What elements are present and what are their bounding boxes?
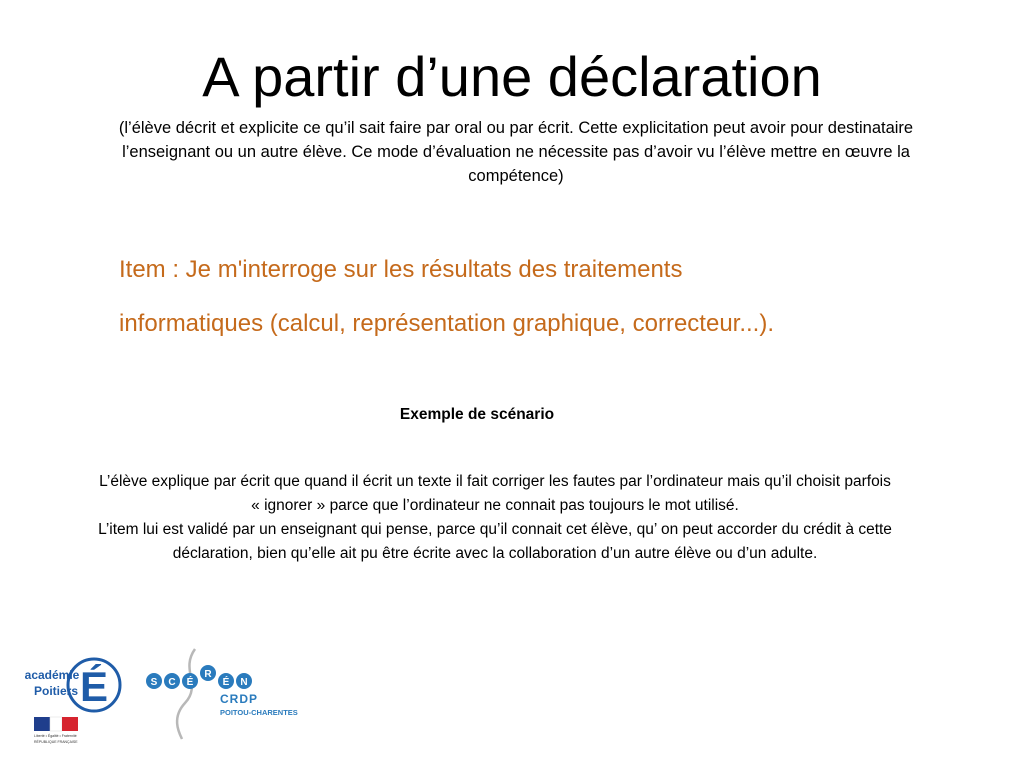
scerem-letter: R bbox=[204, 669, 212, 680]
scerem-swoosh bbox=[177, 649, 195, 739]
scerem-crdp: CRDP bbox=[220, 692, 259, 706]
scenario-paragraph-2: L’item lui est validé par un enseignant qui pense, parce qu’il connait cet élève, qu’ on peut accorder du crédit à cette déclaration, bien qu’elle ait pu être écrite avec la collaboration d’un autre élève ou d’un adulte. bbox=[98, 521, 892, 562]
scenario-title: Exemple de scénario bbox=[399, 406, 555, 423]
academie-logo-line2: Poitiers bbox=[33, 684, 79, 698]
scerem-letter: C bbox=[168, 677, 176, 688]
republique-motto: Liberté • Égalité • Fraternité bbox=[34, 734, 77, 738]
republique-francaise-flag bbox=[34, 717, 78, 731]
academie-logo-letter: É bbox=[79, 663, 109, 710]
item-line-2: informatiques (calcul, représentation graphique, correcteur...). bbox=[119, 310, 774, 337]
item-line-1: Item : Je m'interroge sur les résultats des traitements bbox=[119, 256, 683, 283]
academie-poitiers-logo bbox=[22, 645, 122, 747]
scerem-letter: É bbox=[222, 677, 230, 688]
scerem-crdp-logo bbox=[140, 645, 310, 741]
scerem-region: POITOU-CHARENTES bbox=[220, 708, 298, 717]
scenario-text bbox=[95, 470, 895, 566]
republique-name: RÉPUBLIQUE FRANÇAISE bbox=[34, 740, 78, 744]
academie-logo-line1: académie bbox=[24, 668, 80, 682]
scerem-letter: S bbox=[150, 677, 158, 688]
item-statement bbox=[119, 243, 939, 351]
scerem-letters bbox=[146, 665, 252, 689]
scerem-letter: É bbox=[186, 677, 194, 688]
slide-title: A partir d’une déclaration bbox=[202, 45, 822, 108]
slide-subtitle: (l’élève décrit et explicite ce qu’il sait faire par oral ou par écrit. Cette explicitation peut avoir pour destinataire l’enseignant ou un autre élève. Ce mode d’évaluation ne nécessite pas d’avoir vu l’élève mettre en œuvre la compétence) bbox=[118, 119, 914, 185]
scenario-paragraph-1: L’élève explique par écrit que quand il écrit un texte il fait corriger les fautes par l’ordinateur mais qu’il choisit parfois « ignorer » parce que l’ordinateur ne connait pas toujours le mot utilisé. bbox=[99, 473, 891, 514]
scerem-letter: N bbox=[240, 677, 248, 688]
